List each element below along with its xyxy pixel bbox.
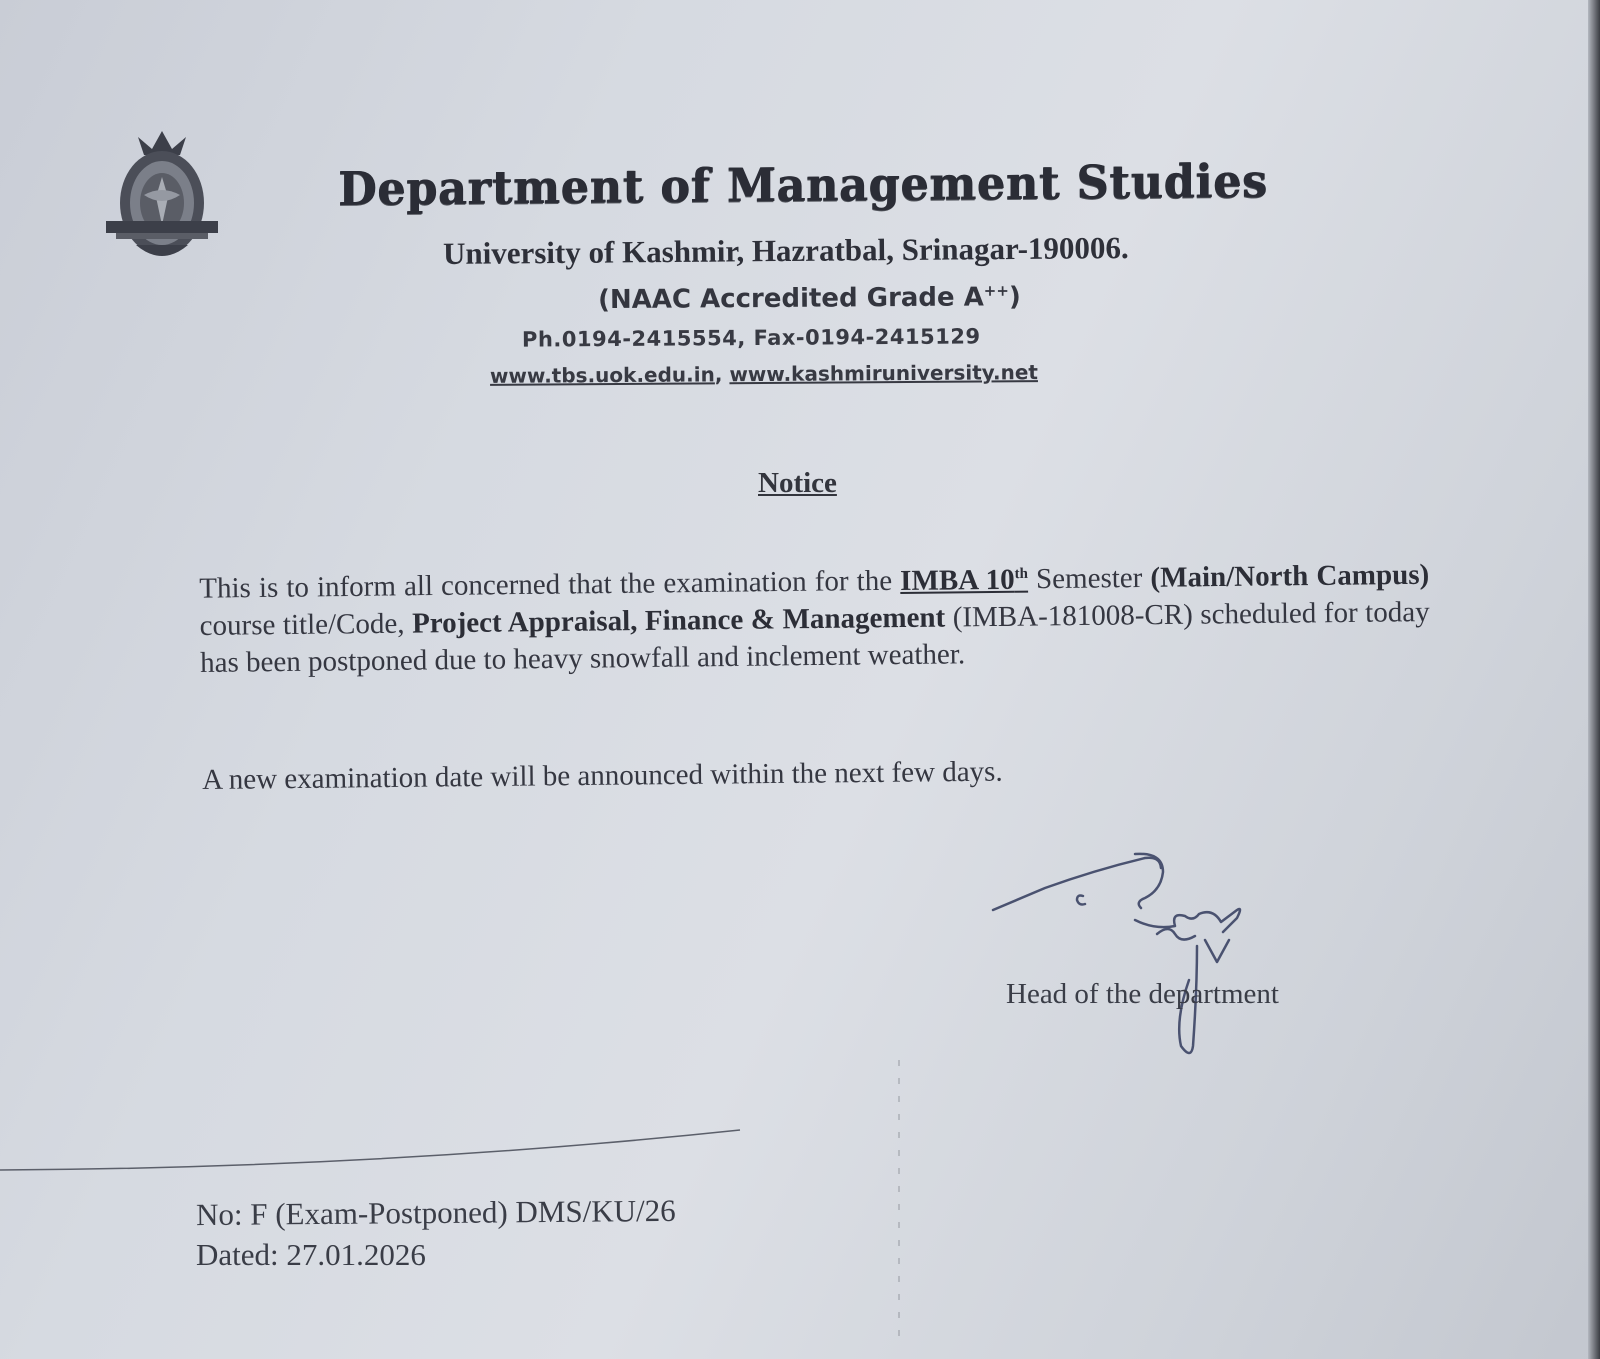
department-title: Department of Management Studies bbox=[338, 154, 1268, 217]
naac-prefix: (NAAC Accredited Grade A bbox=[597, 282, 984, 316]
university-address: University of Kashmir, Hazratbal, Srinagar-190006. bbox=[442, 230, 1129, 271]
university-emblem-icon bbox=[100, 125, 224, 270]
program-label: IMBA 10 bbox=[900, 563, 1015, 597]
naac-accreditation bbox=[598, 282, 1021, 316]
signature bbox=[985, 850, 1285, 1080]
naac-suffix: ) bbox=[1008, 282, 1021, 313]
contact-phone-fax: Ph.0194-2415554, Fax-0194-2415129 bbox=[521, 324, 981, 352]
paper-fold bbox=[898, 1060, 900, 1340]
campus-name: (Main/North Campus) bbox=[1150, 558, 1430, 594]
page-edge-shadow bbox=[1588, 0, 1600, 1359]
website-link-kashmiruniversity[interactable]: www.kashmiruniversity.net bbox=[729, 360, 1038, 387]
course-title: Project Appraisal, Finance & Management bbox=[411, 601, 946, 640]
program-ordinal-sup: th bbox=[1014, 565, 1028, 582]
para1-semester: Semester bbox=[1027, 561, 1151, 596]
websites bbox=[490, 360, 1038, 388]
notice-paragraph-2: A new examination date will be announced within the next few days. bbox=[202, 755, 1003, 796]
para1-course-label: course title/Code, bbox=[199, 607, 413, 642]
reference-number: No: F (Exam-Postponed) DMS/KU/26 bbox=[195, 1192, 676, 1233]
notice-title: Notice bbox=[758, 467, 837, 499]
para1-code-and-reason: (IMBA-181008-CR) scheduled for today has been postponed due to heavy snowfall and inclement weather. bbox=[199, 595, 1430, 679]
divider-line bbox=[0, 1120, 750, 1180]
para1-intro: This is to inform all concerned that the examination for the bbox=[199, 564, 901, 605]
signatory-title: Head of the department bbox=[1006, 978, 1279, 1010]
notice-date: Dated: 27.01.2026 bbox=[196, 1237, 426, 1272]
website-link-tbs[interactable]: www.tbs.uok.edu.in bbox=[489, 362, 715, 388]
website-separator: , bbox=[714, 362, 730, 387]
naac-grade-sup: ++ bbox=[983, 281, 1009, 300]
program-name bbox=[900, 563, 1028, 596]
notice-paragraph-1 bbox=[199, 551, 1430, 682]
